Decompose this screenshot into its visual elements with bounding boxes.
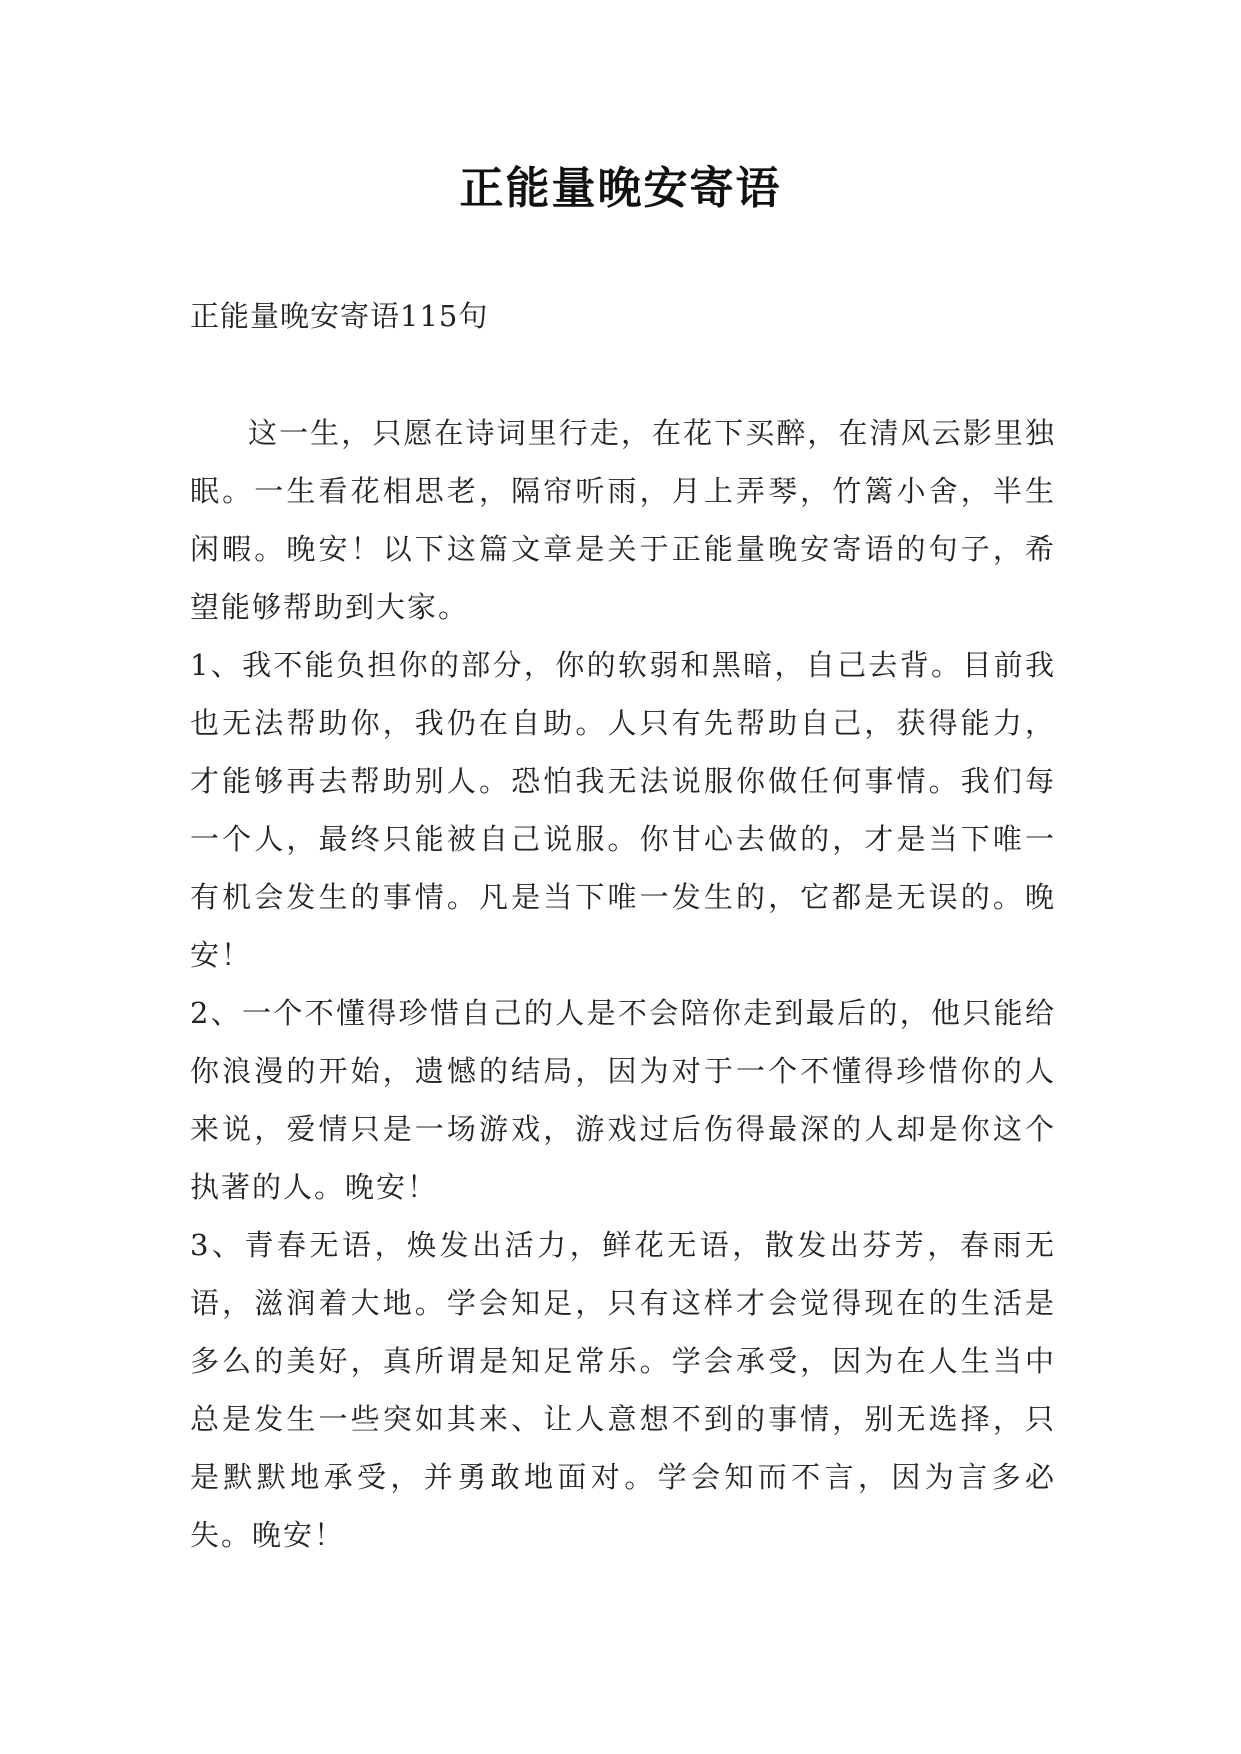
document-title: 正能量晚安寄语 bbox=[459, 163, 782, 214]
list-item-3: 3、青春无语，焕发出活力，鲜花无语，散发出芬芳，春雨无语，滋润着大地。学会知足，只有这样才会觉得现在的生活是多么的美好，真所谓是知足常乐。学会承受，因为在人生当中总是发生一些突如其来、让人意想不到的事情，别无选择，只是默默地承受，并勇敢地面对。学会知而不言，因为言多必失。晚安！ bbox=[190, 1228, 1056, 1552]
document-subtitle: 正能量晚安寄语115句 bbox=[190, 299, 489, 333]
list-item-1: 1、我不能负担你的部分，你的软弱和黑暗，自己去背。目前我也无法帮助你，我仍在自助。人只有先帮助自己，获得能力，才能够再去帮助别人。恐怕我无法说服你做任何事情。我们每一个人，最终只能被自己说服。你甘心去做的，才是当下唯一有机会发生的事情。凡是当下唯一发生的，它都是无误的。晚安！ bbox=[190, 648, 1056, 972]
document-body bbox=[190, 404, 1056, 1564]
list-item-2: 2、一个不懂得珍惜自己的人是不会陪你走到最后的，他只能给你浪漫的开始，遗憾的结局，因为对于一个不懂得珍惜你的人来说，爱情只是一场游戏，游戏过后伤得最深的人却是你这个执著的人。晚安！ bbox=[190, 996, 1056, 1204]
intro-paragraph: 这一生，只愿在诗词里行走，在花下买醉，在清风云影里独眠。一生看花相思老，隔帘听雨，月上弄琴，竹篱小舍，半生闲暇。晚安！以下这篇文章是关于正能量晚安寄语的句子，希望能够帮助到大家。 bbox=[190, 416, 1056, 624]
